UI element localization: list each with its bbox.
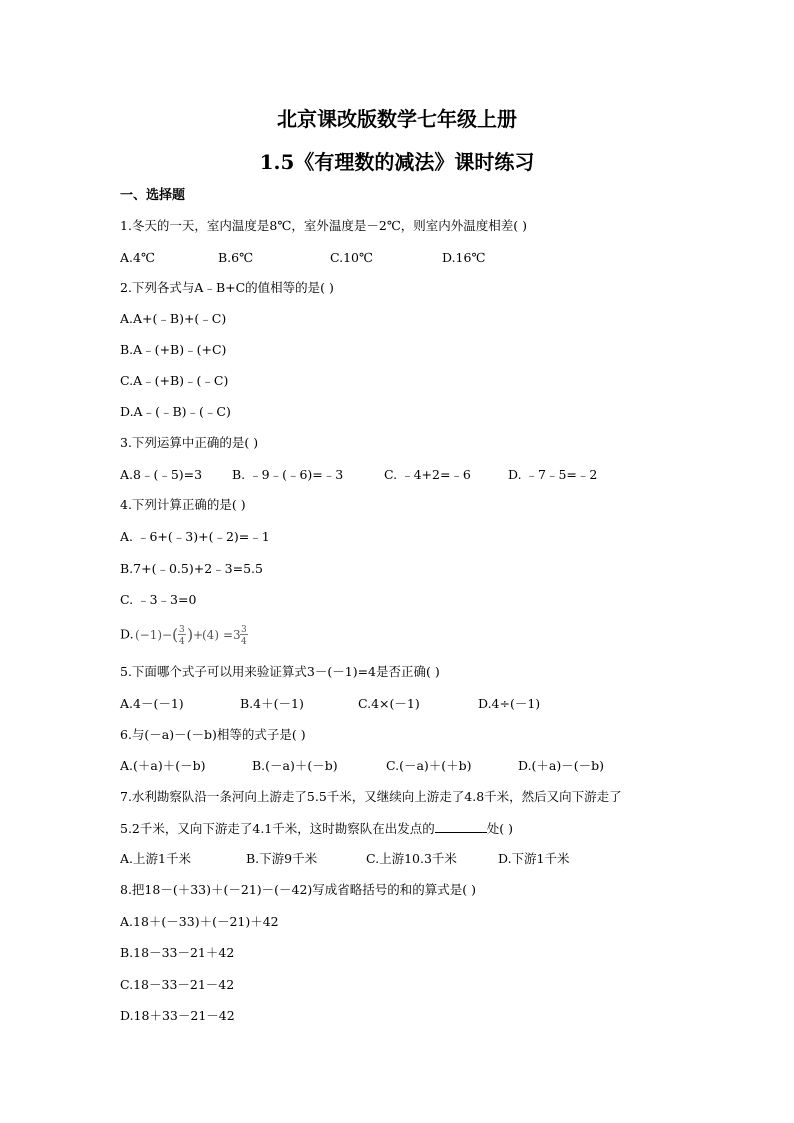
question-3-option-d: D. ﹣7﹣5=﹣2 [508,467,598,482]
question-5-option-a: A.4－(－1) [120,696,184,711]
question-8-stem: 8.把18－(＋33)＋(－21)－(－42)写成省略括号的和的算式是( ) [120,882,477,897]
question-6-stem: 6.与(－a)－(－b)相等的式子是( ) [120,727,306,742]
question-7-option-b: B.下游9千米 [246,851,318,866]
formula-equals-sign: = [222,628,233,642]
formula-fraction-numerator: 3 [178,625,185,635]
question-8-option-b: B.18－33－21＋42 [120,945,235,960]
formula-result-whole: 3 [232,628,241,642]
answer-blank [435,820,487,833]
question-8-option-d: D.18＋33－21－42 [120,1008,235,1023]
question-6-option-c: C.(－a)＋(＋b) [386,758,472,773]
question-1-option-a: A.4℃ [120,250,155,265]
formula-close-paren: ) [186,625,193,644]
question-2-stem: 2.下列各式与A﹣B+C的值相等的是( ) [120,280,334,295]
question-5-option-d: D.4÷(－1) [478,696,541,711]
question-6-option-a: A.(＋a)＋(－b) [120,758,206,773]
question-7-stem-tail: 处( ) [486,821,513,836]
question-2-option-c: C.A﹣(+B)﹣(﹣C) [120,373,229,388]
question-5-option-b: B.4＋(－1) [240,696,304,711]
question-7-option-d: D.下游1千米 [498,851,570,866]
question-4-stem: 4.下列计算正确的是( ) [120,497,246,512]
question-5-option-c: C.4×(－1) [358,696,420,711]
question-4-option-b: B.7+(﹣0.5)+2﹣3=5.5 [120,561,263,576]
lesson-subtitle: 1.5《有理数的减法》课时练习 [259,150,535,174]
question-7-stem-line-2 [120,820,513,837]
worksheet-title: 北京课改版数学七年级上册 [277,107,517,131]
question-3-stem: 3.下列运算中正确的是( ) [120,435,259,450]
question-4-option-d [120,624,265,646]
question-3-option-c: C. ﹣4+2=﹣6 [384,467,471,482]
question-4-option-d-formula [135,624,265,646]
question-2-option-d: D.A﹣(﹣B)﹣(﹣C) [120,404,231,419]
question-1-option-d: D.16℃ [442,250,486,265]
formula-result-denominator: 4 [240,637,247,646]
question-7-option-c: C.上游10.3千米 [366,851,457,866]
formula-term-3: (4) [201,628,219,642]
question-4-option-d-label: D. [120,626,134,642]
question-5-stem: 5.下面哪个式子可以用来验证算式3－(－1)=4是否正确( ) [120,664,440,679]
question-2-option-b: B.A﹣(+B)﹣(+C) [120,342,227,357]
question-6-option-b: B.(－a)＋(－b) [252,758,338,773]
question-4-option-a: A. ﹣6+(﹣3)+(﹣2)=﹣1 [120,529,270,544]
formula-open-paren: ( [171,625,178,644]
question-1-option-b: B.6℃ [218,250,254,265]
question-8-option-a: A.18＋(－33)＋(－21)＋42 [120,914,279,929]
question-2-option-a: A.A+(﹣B)+(﹣C) [120,311,227,326]
question-7-stem-text: 5.2千米，又向下游走了4.1千米，这时勘察队在出发点的 [120,821,435,836]
question-7-option-a: A.上游1千米 [120,851,191,866]
formula-result-numerator: 3 [240,625,247,635]
formula-minus-sign: − [161,628,172,642]
question-7-stem-line-1: 7.水利勘察队沿一条河向上游走了5.5千米，又继续向上游走了4.8千米，然后又向下游走了 [120,789,622,804]
section-heading: 一、选择题 [120,188,186,203]
formula-term-1: (−1) [134,628,162,642]
question-3-option-a: A.8﹣(﹣5)=3 [120,467,203,482]
question-6-option-d: D.(＋a)－(－b) [518,758,605,773]
question-8-option-c: C.18－33－21－42 [120,977,235,992]
question-4-option-c: C. ﹣3﹣3=0 [120,592,197,607]
formula-fraction-denominator: 4 [178,637,185,646]
formula-plus-sign: + [192,628,203,642]
question-1-stem: 1.冬天的一天，室内温度是8℃，室外温度是－2℃，则室内外温度相差( ) [120,218,528,233]
question-3-option-b: B. ﹣9﹣(﹣6)=﹣3 [232,467,344,482]
question-1-option-c: C.10℃ [330,250,373,265]
